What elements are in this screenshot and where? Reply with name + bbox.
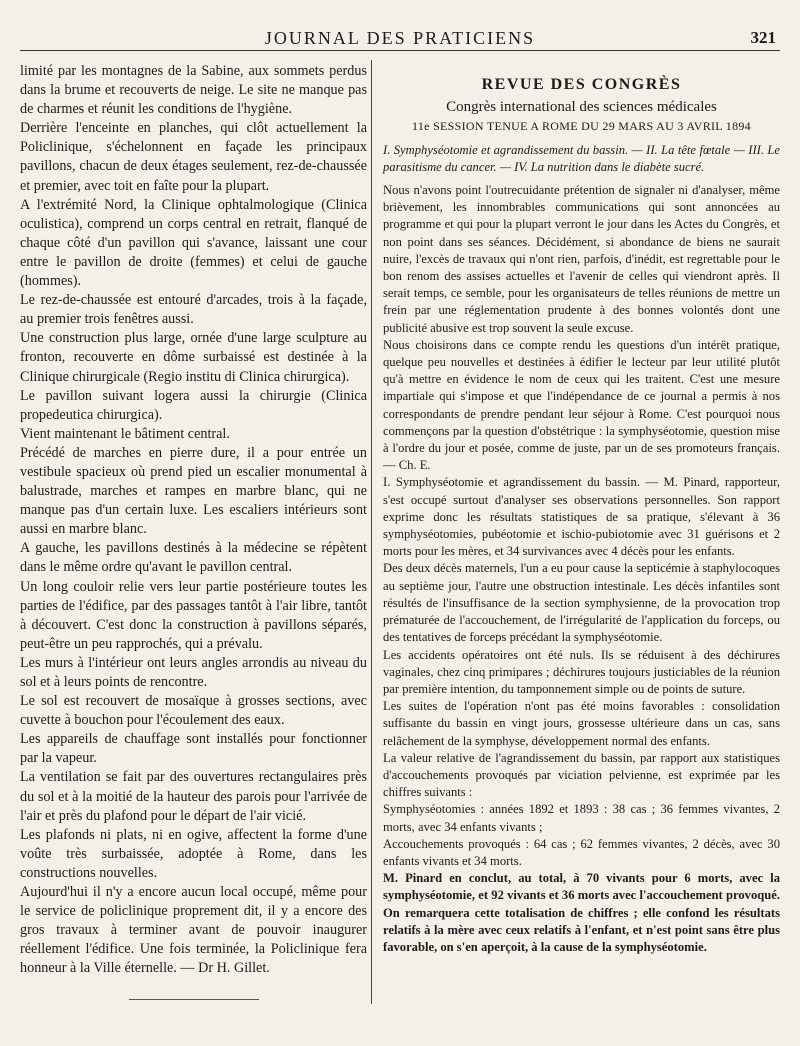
left-column xyxy=(20,62,367,1000)
paragraph: A l'extrémité Nord, la Clinique ophtalmologique (Clinica oculistica), comprend un corps central en retrait, flanqué de chaque côté d'un pavillon qui s'avance, laissant une cour entre le pavillon de droite (femmes) et celui de gauche (hommes). xyxy=(20,196,367,290)
paragraph: Les accidents opératoires ont été nuls. Ils se réduisent à des déchirures vaginales, chez cinq primipares ; déchirures toujours justiciables de la réunion par première intention, du tamponnement simple ou de points de suture. xyxy=(383,647,780,696)
paragraph: Vient maintenant le bâtiment central. xyxy=(20,425,230,442)
paragraph: Aujourd'hui il n'y a encore aucun local occupé, même pour le service de policlinique proprement dit, il y a encore des gros travaux à terminer avant de pouvoir inaugurer réellement l'édifice. Une fois terminée, la Policlinique fera honneur à la Ville éternelle. — Dr H. Gillet. xyxy=(20,884,367,977)
paragraph: La valeur relative de l'agrandissement du bassin, par rapport aux statistiques d'accouchements provoqués par viciation pelvienne, est exprimée par les chiffres suivants : xyxy=(383,750,780,800)
paragraph: Nous n'avons point l'outrecuidante prétention de signaler ni d'analyser, même brièvement, les innombrables communications qui sont annoncées au programme et qui pour la plupart verront le jour dans les Actes du Congrès, et non point dans ses séances. Décidément, si abondance de biens ne saurait nuire, l'excès de travaux qui n'ont rien, parfois, d'inédit, est regrettable pour le bon renom des assises actuelles et l'avenir de celles qui viendront après. Il serait temps, ce semble, pour les organisateurs de telles réunions de mettre un frein par une réglementation prudente à des bonnes volontés dont une publicité abusive est trop souvent la seule excuse. xyxy=(383,183,780,335)
right-column xyxy=(383,62,780,956)
paragraph: Précédé de marches en pierre dure, il a pour entrée un vestibule spacieux où prend pied un escalier monumental à balustrade, marches et rampes en marbre blanc, qui ne manque pas d'un certain luxe. Les escaliers intérieurs sont aussi en marbre blanc. xyxy=(20,444,367,538)
page-number: 321 xyxy=(750,28,776,47)
column-divider xyxy=(371,60,372,1004)
paragraph: Des deux décès maternels, l'un a eu pour cause la septicémie à staphylocoques au septième jour, l'autre une obstruction intestinale. Les décès infantiles sont résultés de l'insuffisance de la section symphysienne, de la provocation trop prématurée de l'accouchement, de l'irrégularité de l'application du forceps, ou des tentatives de forceps précédant la symphyséotomie. xyxy=(383,561,780,645)
paragraph: limité par les montagnes de la Sabine, aux sommets perdus dans la brume et recouverts de neige. Le site ne manque pas de charmes et réunit les conditions de l'hygiène. xyxy=(20,63,367,118)
topics-line: I. Symphyséotomie et agrandissement du bassin. — II. La tête fœtale — III. Le parasitisme du cancer. — IV. La nutrition dans le diabète sucré. xyxy=(383,142,780,174)
paragraph: Le rez-de-chaussée est entouré d'arcades, trois à la façade, au premier trois fenêtres aussi. xyxy=(20,292,367,328)
paragraph: Derrière l'enceinte en planches, qui clôt actuellement la Policlinique, s'échelonnent en façade les principaux pavillons, chacun de deux étages seulement, rez-de-chaussée et premier, avec toit en faîte pour la plupart. xyxy=(20,120,367,194)
paragraph: M. Pinard en conclut, au total, à 70 vivants pour 6 morts, avec la symphyséotomie, et 92 vivants et 36 morts avec l'accouchement provoqué. On remarquera cette totalisation de chiffres ; elle confond les résultats relatifs à la mère avec ceux relatifs à l'enfant, et n'est point sans être plus favorable, on s'en aperçoit, à la cause de la symphyséotomie. xyxy=(383,871,780,954)
paragraph: Le pavillon suivant logera aussi la chirurgie (Clinica propedeutica chirurgica). xyxy=(20,387,367,423)
paragraph: La ventilation se fait par des ouvertures rectangulaires près du sol et à la moitié de la hauteur des parois pour l'arrivée de l'air et près du plafond pour le départ de l'air vicié. xyxy=(20,769,367,824)
paragraph: Les murs à l'intérieur ont leurs angles arrondis au niveau du sol et à leurs points de rencontre. xyxy=(20,654,367,690)
paragraph: Les appareils de chauffage sont installés pour fonctionner par la vapeur. xyxy=(20,731,367,767)
paragraph: Les suites de l'opération n'ont pas été moins favorables : consolidation suffisante du bassin en vingt jours, grossesse ultérieure dans un cas, sans relâchement de la symphyse, développement normal des enfants. xyxy=(383,699,780,748)
paragraph: I. Symphyséotomie et agrandissement du bassin. — M. Pinard, rapporteur, s'est occupé surtout d'analyser ses observations personnelles. Son rapport exprime donc les résultats statistiques de sa pratique, s'élevant à 36 symphyséotomies, pubéotomie et ischio-pubiotomie avec 31 guérisons et 2 morts pour les mères, et 34 survivances avec 4 décès pour les enfants. xyxy=(383,475,780,559)
congress-title: Congrès international des sciences médicales xyxy=(446,99,717,116)
paragraph: Le sol est recouvert de mosaïque à grosses sections, avec cuvette à bouchon pour l'écoulement des eaux. xyxy=(20,693,367,729)
paragraph: Symphyséotomies : années 1892 et 1893 : 38 cas ; 36 femmes vivantes, 2 morts, avec 34 enfants vivants ; xyxy=(383,802,780,834)
page-header xyxy=(20,24,780,51)
paragraph: Nous choisirons dans ce compte rendu les questions d'un intérêt pratique, quelque peu nouvelles et destinées à édifier le lecteur par leur utilité plutôt qu'à mettre en évidence le nom de ceux qui les traitent. C'est une mesure impartiale qui s'impose et que l'indépendance de ce journal a permis à nos correspondants de prendre pendant leur séjour à Rome. C'est pourquoi nous commençons par la question d'obstétrique : la symphyséotomie, question mise à l'ordre du jour et posée, comme de juste, par un de ses promoteurs français. — Ch. E. xyxy=(383,337,780,473)
paragraph: Un long couloir relie vers leur partie postérieure toutes les parties de l'édifice, par des passages tantôt à l'air libre, tantôt à découvert. C'est donc la construction à pavillons séparés, peut-être un peu rapprochés, qui a prévalu. xyxy=(20,578,367,652)
session-line: 11e SESSION TENUE A ROME DU 29 MARS AU 3 AVRIL 1894 xyxy=(411,119,751,134)
paragraph: Accouchements provoqués : 64 cas ; 62 femmes vivantes, 2 décès, avec 30 enfants vivants et 34 morts. xyxy=(383,836,780,868)
paragraph: A gauche, les pavillons destinés à la médecine se répètent dans le même ordre qu'avant le pavillon central. xyxy=(20,540,367,576)
end-rule xyxy=(129,999,259,1000)
section-title: REVUE DES CONGRÈS xyxy=(481,76,682,93)
journal-title: JOURNAL DES PRATICIENS xyxy=(264,28,536,48)
paragraph: Une construction plus large, ornée d'une large sculpture au fronton, recouverte en dôme surbaissé est destinée à la Clinique chirurgicale (Regio institu di Clinica chirurgica). xyxy=(20,330,367,385)
paragraph: Les plafonds ni plats, ni en ogive, affectent la forme d'une voûte très surbaissée, adoptée à Rome, dans les constructions nouvelles. xyxy=(20,826,367,881)
